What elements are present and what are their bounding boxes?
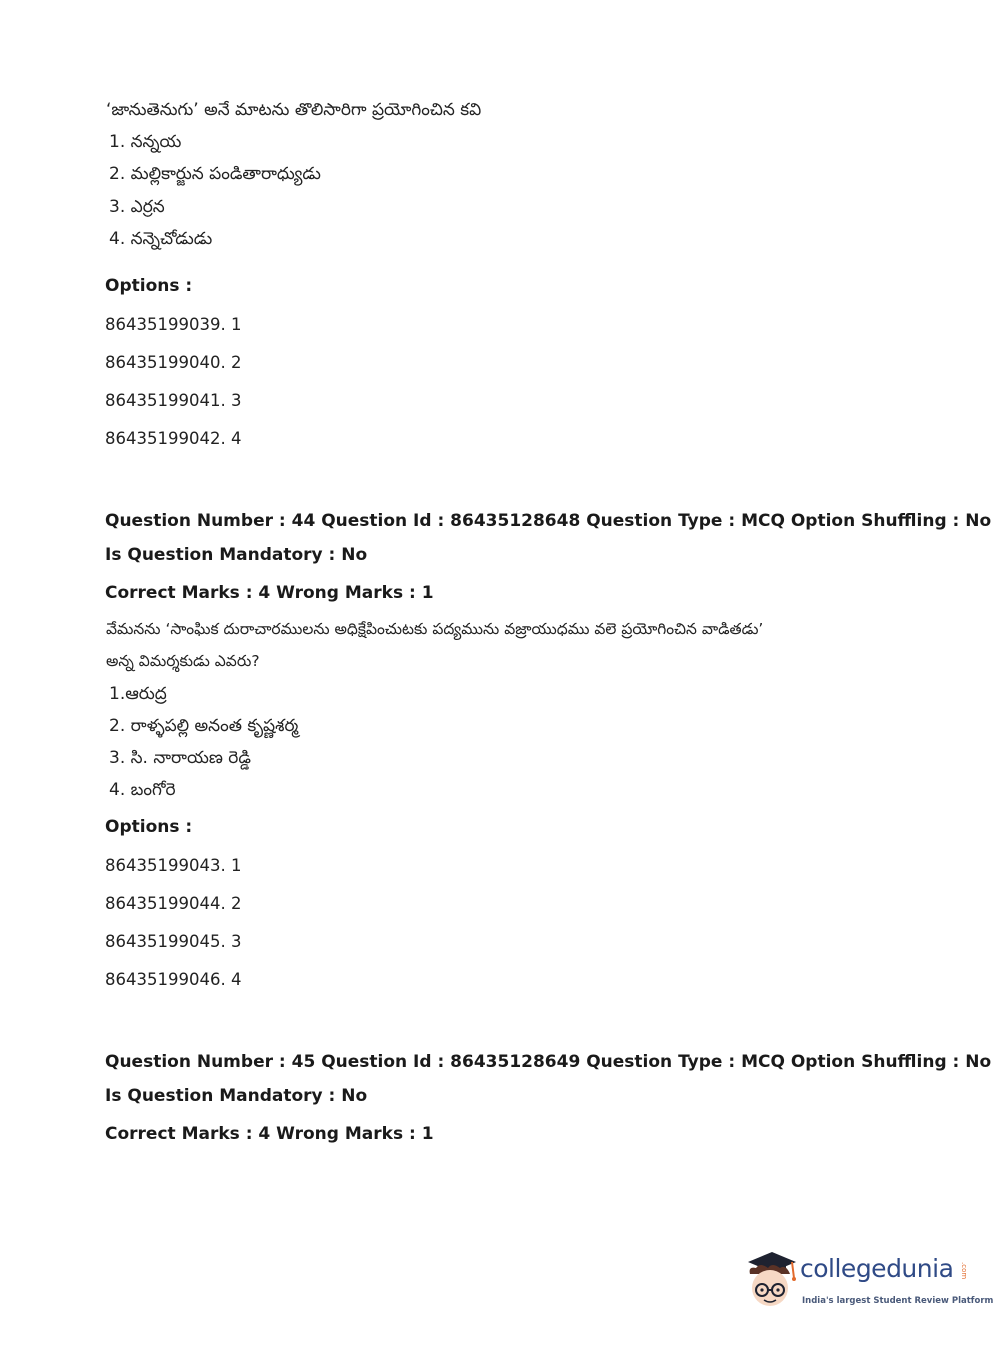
question-43-option-3: 86435199041. 3 [105, 391, 242, 410]
brand-tagline: India's largest Student Review Platform [802, 1296, 994, 1306]
question-43-option-2: 86435199040. 2 [105, 353, 242, 372]
question-44-options-label: Options : [105, 817, 193, 837]
question-43-choice-3: 3. ఎర్రన [109, 197, 165, 217]
question-44-choice-4: 4. బంగోరె [109, 780, 176, 800]
brand-dotcom: .com [960, 1262, 968, 1280]
question-44-stem-line-2: అన్న విమర్శకుడు ఎవరు? [106, 652, 260, 670]
question-43-option-4: 86435199042. 4 [105, 429, 242, 448]
student-mascot-icon [742, 1248, 800, 1312]
question-44-header: Question Number : 44 Question Id : 86435128648 Question Type : MCQ Option Shuffling : No [105, 511, 992, 531]
question-44-stem-line-1: వేమనను ‘సాంఘిక దురాచారములను అధిక్షేపించుటకు పద్యమును వజ్రాయుధము వలె ప్రయోగించిన వాడితడు’ [106, 620, 764, 638]
brand-name: collegedunia [800, 1254, 954, 1283]
question-43-choice-1: 1. నన్నయ [109, 132, 182, 152]
question-43-option-1: 86435199039. 1 [105, 315, 242, 334]
question-44-option-1: 86435199043. 1 [105, 856, 242, 875]
question-45-header: Question Number : 45 Question Id : 86435128649 Question Type : MCQ Option Shuffling : No [105, 1052, 992, 1072]
question-44-choice-1: 1.ఆరుద్ర [109, 684, 167, 704]
question-44-marks: Correct Marks : 4 Wrong Marks : 1 [105, 583, 434, 603]
question-44-option-3: 86435199045. 3 [105, 932, 242, 951]
question-44-mandatory: Is Question Mandatory : No [105, 545, 368, 565]
question-43-choice-2: 2. మల్లికార్జున పండితారాధ్యుడు [109, 164, 321, 184]
question-44-option-4: 86435199046. 4 [105, 970, 242, 989]
question-45-marks: Correct Marks : 4 Wrong Marks : 1 [105, 1124, 434, 1144]
question-44-choice-3: 3. సి. నారాయణ రెడ్డి [109, 748, 251, 768]
question-44-choice-2: 2. రాళ్ళపల్లి అనంత కృష్ణశర్మ [109, 716, 299, 736]
collegedunia-logo[interactable] [742, 1248, 994, 1312]
question-43-choice-4: 4. నన్నెచోడుడు [109, 229, 213, 249]
question-43-options-label: Options : [105, 276, 193, 296]
question-43-stem: ‘జానుతెనుగు’ అనే మాటను తొలిసారిగా ప్రయోగించిన కవి [106, 100, 482, 120]
question-45-mandatory: Is Question Mandatory : No [105, 1086, 368, 1106]
question-44-option-2: 86435199044. 2 [105, 894, 242, 913]
